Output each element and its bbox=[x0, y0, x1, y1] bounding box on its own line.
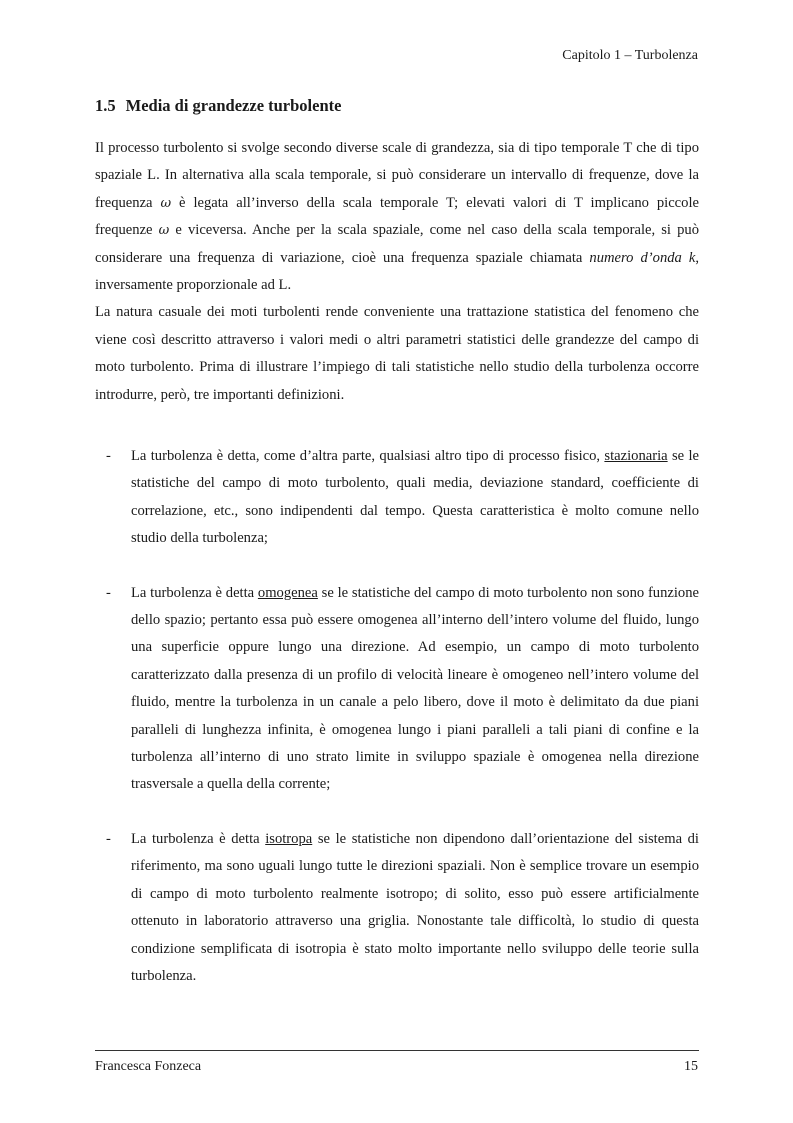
list-dash: - bbox=[106, 830, 111, 847]
definition-text-run: La turbolenza è detta, come d’altra parte, qualsiasi altro tipo di processo fisico, bbox=[131, 448, 605, 464]
intro-text bbox=[95, 135, 699, 409]
definition-item-omogenea bbox=[95, 580, 699, 799]
intro-text-run: è legata all’inverso della scala temporale T; elevati valori di T implicano piccole frequenze bbox=[95, 194, 699, 239]
definition-text-run: se le statistiche non dipendono dall’orientazione del sistema di riferimento, ma sono uguali lungo tutte le direzioni spaziali. Non è semplice trovare un esempio di campo di moto turbolento realmente isotropo; di solito, esso può essere artificialmente ottenuto in laboratorio attraverso una griglia. Nonostante tale difficoltà, lo studio di questa condizione semplificata di isotropia è stato molto importante nello sviluppo delle teorie sulla turbolenza. bbox=[131, 830, 699, 984]
term-stazionaria: stazionaria bbox=[604, 448, 668, 464]
intro-text-run: , inversamente proporzionale ad L. bbox=[95, 249, 699, 294]
definition-text-run: se le statistiche del campo di moto turbolento non sono funzione dello spazio; pertanto essa può essere omogenea all’interno dell’intero volume del fluido, lungo una superficie oppure lungo una direzione. Ad esempio, un campo di moto turbolento caratterizzato dalla presenza di un profilo di velocità lineare è omogeneo nell’intero volume del fluido, mentre la turbolenza in un canale a pelo libero, dove il moto è delimitato da due piani paralleli di lunghezza infinita, è omogenea lungo i piani paralleli a tali piani di confine e la turbolenza all’interno di uno strato limite in sviluppo spaziale è omogenea nella direzione trasversale a quella della corrente; bbox=[131, 584, 699, 793]
wavenumber-term: numero d’onda k bbox=[589, 249, 696, 266]
omega-symbol: ω bbox=[158, 223, 170, 239]
list-dash: - bbox=[106, 448, 111, 464]
section-title-text: Media di grandezze turbolente bbox=[125, 96, 342, 115]
list-dash: - bbox=[106, 584, 111, 601]
section-heading bbox=[95, 96, 341, 116]
omega-symbol: ω bbox=[160, 195, 172, 211]
footer-divider bbox=[95, 1050, 699, 1051]
definitions-list bbox=[95, 443, 699, 1017]
running-header: Capitolo 1 – Turbolenza bbox=[562, 48, 698, 63]
intro-paragraph-2: La natura casuale dei moti turbolenti rende conveniente una trattazione statistica del fenomeno che viene così descritto attraverso i valori medi o altri parametri statistici delle grandezze del campo di moto turbolento. Prima di illustrare l’impiego di tali statistiche nello studio della turbolenza occorre introdurre, però, tre importanti definizioni. bbox=[95, 304, 699, 403]
section-number: 1.5 bbox=[95, 96, 116, 115]
term-isotropa: isotropa bbox=[265, 830, 313, 847]
definition-text bbox=[131, 826, 699, 990]
definition-item-stazionaria bbox=[95, 443, 699, 553]
definition-text-run: se le statistiche del campo di moto turbolento, quali media, deviazione standard, coefficiente di correlazione, etc., sono indipendenti dal tempo. Questa caratteristica è molto comune nello studio della turbolenza; bbox=[131, 448, 699, 547]
definition-text-run: La turbolenza è detta bbox=[131, 830, 266, 847]
footer-author: Francesca Fonzeca bbox=[95, 1059, 202, 1074]
definition-item-isotropa bbox=[95, 826, 699, 990]
intro-paragraph-1 bbox=[95, 135, 699, 299]
definition-text bbox=[131, 443, 699, 553]
intro-text-run: Il processo turbolento si svolge secondo diverse scale di grandezza, sia di tipo temporale T che di tipo spaziale L. In alternativa alla scala temporale, si può considerare un intervallo di frequenze, dove la frequenza bbox=[95, 140, 699, 211]
definition-text-run: La turbolenza è detta bbox=[131, 584, 258, 601]
definition-text bbox=[131, 580, 699, 799]
term-omogenea: omogenea bbox=[257, 584, 318, 601]
page-number: 15 bbox=[684, 1059, 698, 1074]
intro-text-run: e viceversa. Anche per la scala spaziale, come nel caso della scala temporale, si può considerare una frequenza di variazione, cioè una frequenza spaziale chiamata bbox=[95, 222, 699, 266]
